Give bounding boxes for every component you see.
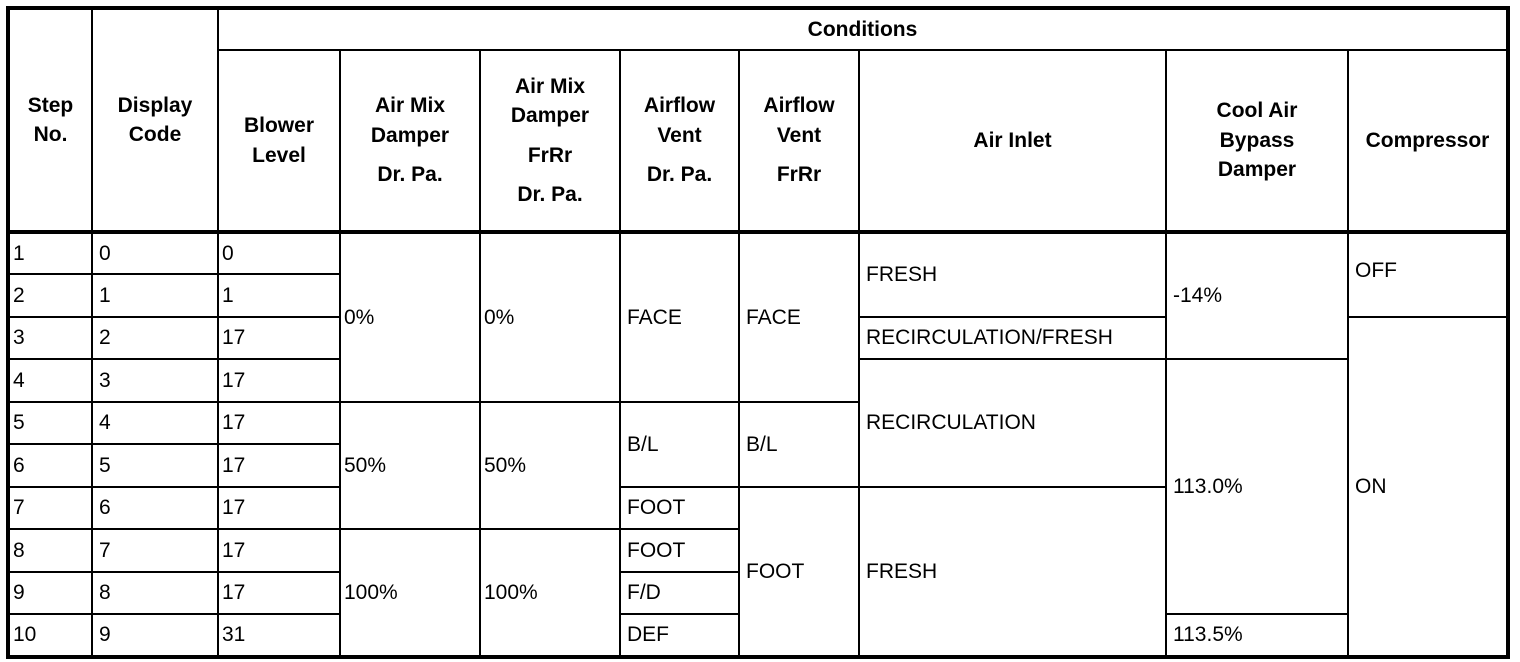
blower-cell: 31 xyxy=(218,614,340,657)
air-mix-frrr-cell: 100% xyxy=(480,529,620,657)
vent-dr-pa-cell: FOOT xyxy=(620,529,739,572)
vent-dr-pa-cell: DEF xyxy=(620,614,739,657)
blower-cell: 17 xyxy=(218,359,340,402)
step-cell: 3 xyxy=(8,317,92,359)
header-air-inlet: Air Inlet xyxy=(859,50,1166,232)
header-blower-level: Blower Level xyxy=(218,50,340,232)
display-code-cell: 1 xyxy=(92,274,218,317)
compressor-cell: OFF xyxy=(1348,232,1508,317)
header-conditions: Conditions xyxy=(218,8,1508,50)
display-code-cell: 5 xyxy=(92,444,218,487)
compressor-cell: ON xyxy=(1348,317,1508,657)
air-mix-frrr-cell: 0% xyxy=(480,232,620,402)
header-display-code: Display Code xyxy=(92,8,218,232)
vent-frrr-cell: FACE xyxy=(739,232,859,402)
blower-cell: 17 xyxy=(218,317,340,359)
air-inlet-cell: FRESH xyxy=(859,232,1166,317)
step-cell: 5 xyxy=(8,402,92,444)
air-inlet-cell: FRESH xyxy=(859,487,1166,657)
header-compressor: Compressor xyxy=(1348,50,1508,232)
step-cell: 8 xyxy=(8,529,92,572)
bypass-cell: 113.0% xyxy=(1166,359,1348,614)
blower-cell: 17 xyxy=(218,402,340,444)
table-row xyxy=(8,232,1508,274)
step-cell: 7 xyxy=(8,487,92,529)
step-cell: 2 xyxy=(8,274,92,317)
vent-dr-pa-cell: B/L xyxy=(620,402,739,487)
display-code-cell: 7 xyxy=(92,529,218,572)
step-cell: 9 xyxy=(8,572,92,614)
display-code-cell: 3 xyxy=(92,359,218,402)
air-mix-dr-pa-cell: 100% xyxy=(340,529,480,657)
header-step-no: Step No. xyxy=(8,8,92,232)
display-code-cell: 6 xyxy=(92,487,218,529)
conditions-table xyxy=(6,6,1510,659)
bypass-cell: 113.5% xyxy=(1166,614,1348,657)
air-mix-frrr-cell: 50% xyxy=(480,402,620,529)
header-airflow-vent-dr-pa: Airflow Vent Dr. Pa. xyxy=(620,50,739,232)
air-inlet-cell: RECIRCULATION/FRESH xyxy=(859,317,1166,359)
blower-cell: 17 xyxy=(218,487,340,529)
step-cell: 10 xyxy=(8,614,92,657)
air-inlet-cell: RECIRCULATION xyxy=(859,359,1166,487)
blower-cell: 17 xyxy=(218,444,340,487)
air-mix-dr-pa-cell: 50% xyxy=(340,402,480,529)
step-cell: 6 xyxy=(8,444,92,487)
vent-frrr-cell: B/L xyxy=(739,402,859,487)
air-mix-dr-pa-cell: 0% xyxy=(340,232,480,402)
vent-dr-pa-cell: FACE xyxy=(620,232,739,402)
blower-cell: 17 xyxy=(218,572,340,614)
vent-dr-pa-cell: F/D xyxy=(620,572,739,614)
display-code-cell: 9 xyxy=(92,614,218,657)
header-cool-air-bypass-damper: Cool Air Bypass Damper xyxy=(1166,50,1348,232)
vent-frrr-cell: FOOT xyxy=(739,487,859,657)
display-code-cell: 8 xyxy=(92,572,218,614)
step-cell: 4 xyxy=(8,359,92,402)
step-cell: 1 xyxy=(8,232,92,274)
vent-dr-pa-cell: FOOT xyxy=(620,487,739,529)
display-code-cell: 4 xyxy=(92,402,218,444)
bypass-cell: -14% xyxy=(1166,232,1348,359)
header-air-mix-damper-dr-pa: Air Mix Damper Dr. Pa. xyxy=(340,50,480,232)
header-airflow-vent-frrr: Airflow Vent FrRr xyxy=(739,50,859,232)
blower-cell: 1 xyxy=(218,274,340,317)
blower-cell: 0 xyxy=(218,232,340,274)
header-air-mix-damper-frrr: Air Mix Damper FrRr Dr. Pa. xyxy=(480,50,620,232)
display-code-cell: 2 xyxy=(92,317,218,359)
display-code-cell: 0 xyxy=(92,232,218,274)
blower-cell: 17 xyxy=(218,529,340,572)
